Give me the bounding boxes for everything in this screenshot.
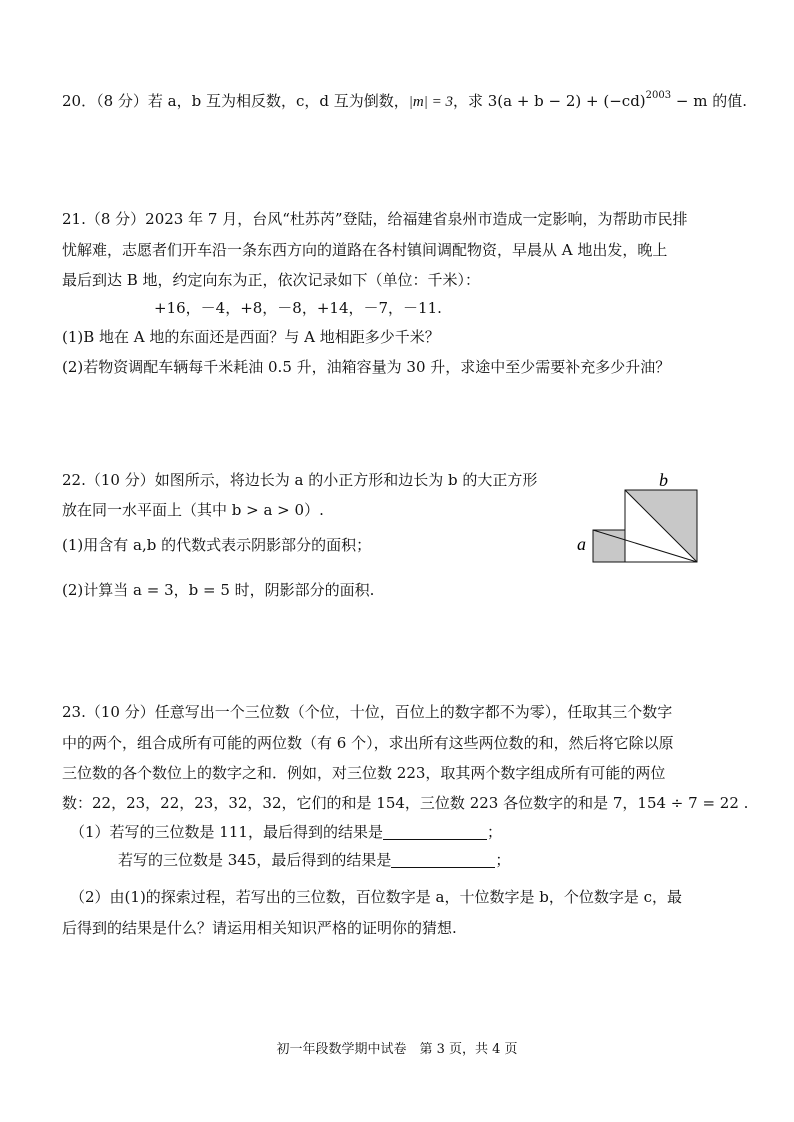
q20-abs-m: |m| = 3 — [408, 94, 453, 110]
q21-records: +16，－4，+8，－8，+14，－7，－11. — [154, 299, 442, 317]
q20-ask: ，求 3(a + b − 2) + (−cd) — [452, 92, 646, 110]
q22-part-2: (2)计算当 a = 3，b = 5 时，阴影部分的面积. — [62, 581, 375, 599]
q20-line — [62, 86, 747, 112]
label-b: b — [659, 470, 668, 490]
q23-line-4: 数：22，23，22，23，32，32，它们的和是 154，三位数 223 各位数字的和是 7，154 ÷ 7 = 22 . — [62, 794, 749, 812]
q22-line-2: 放在同一水平面上（其中 b > a > 0）. — [62, 501, 324, 519]
answer-blank-1[interactable] — [383, 825, 487, 840]
q21-line-1: 21.（8 分）2023 年 7 月，台风“杜苏芮”登陆，给福建省泉州市造成一定影响，为帮助市民排 — [62, 210, 688, 228]
q23-line-3: 三位数的各个数位上的数字之和．例如，对三位数 223，取其两个数字组成所有可能的两位 — [62, 764, 666, 782]
label-a: a — [577, 534, 586, 554]
q23-part-2b: 后得到的结果是什么？请运用相关知识严格的证明你的猜想. — [62, 919, 457, 937]
q23-part-1b — [118, 850, 510, 870]
q21-line-2: 忧解难，志愿者们开车沿一条东西方向的道路在各村镇间调配物资，早晨从 A 地出发，晚上 — [62, 241, 668, 259]
q20-tail: − m 的值. — [671, 92, 747, 110]
semicolon-1: ； — [486, 823, 502, 841]
q20-exponent: 2003 — [645, 90, 672, 101]
q22-squares-figure — [575, 468, 715, 572]
q21-part-2: (2)若物资调配车辆每千米耗油 0.5 升，油箱容量为 30 升，求途中至少需要补充多少升油？ — [62, 358, 671, 376]
q20-prefix: 20．（8 分）若 a，b 互为相反数，c，d 互为倒数， — [62, 92, 409, 110]
q23-part-1b-text: 若写的三位数是 345，最后得到的结果是 — [118, 851, 392, 869]
semicolon-2: ； — [495, 851, 511, 869]
q23-line-2: 中的两个，组合成所有可能的两位数（有 6 个），求出所有这些两位数的和，然后将它除以原 — [62, 734, 674, 752]
q21-line-3: 最后到达 B 地，约定向东为正，依次记录如下（单位：千米）： — [62, 271, 481, 289]
page-footer: 初一年段数学期中试卷 第 3 页，共 4 页 — [276, 1042, 518, 1057]
q22-line-1: 22.（10 分）如图所示，将边长为 a 的小正方形和边长为 b 的大正方形 — [62, 471, 538, 489]
q22-part-1: (1)用含有 a,b 的代数式表示阴影部分的面积； — [62, 536, 372, 554]
q21-part-1: (1)B 地在 A 地的东面还是西面？与 A 地相距多少千米？ — [62, 328, 440, 346]
answer-blank-2[interactable] — [391, 853, 495, 868]
q23-part-1a-text: （1）若写的三位数是 111，最后得到的结果是 — [70, 823, 383, 841]
q23-part-2a: （2）由(1)的探索过程，若写出的三位数，百位数字是 a，十位数字是 b，个位数字是 c，最 — [70, 888, 683, 906]
q23-part-1a — [70, 822, 502, 842]
q23-line-1: 23.（10 分）任意写出一个三位数（个位，十位，百位上的数字都不为零），任取其三个数字 — [62, 703, 673, 721]
